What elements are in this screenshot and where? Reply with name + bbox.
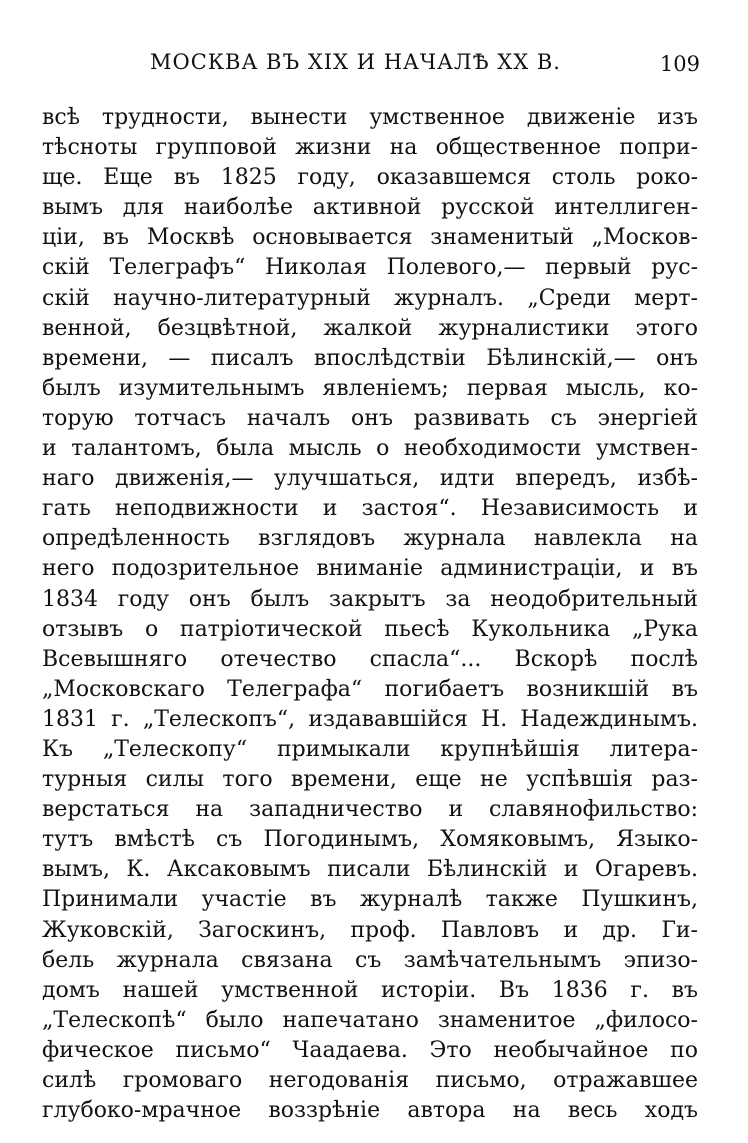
text-line: вымъ, К. Аксаковымъ писали Бѣлинскій и Огаревъ.	[42, 857, 698, 883]
text-line: и талантомъ, была мысль о необходимости умствен-	[42, 436, 698, 462]
text-line: опредѣленность взглядовъ журнала навлекла на	[42, 526, 698, 552]
text-line: Принимали участіе въ журналѣ также Пушкинъ,	[42, 887, 698, 913]
text-line: Къ „Телескопу“ примыкали крупнѣйшія литера-	[42, 736, 698, 762]
text-line: бель журнала связана съ замѣчательнымъ эпизо-	[42, 947, 698, 973]
text-line: тутъ вмѣстѣ съ Погодинымъ, Хомяковымъ, Языко-	[42, 827, 698, 853]
text-line: скій Телеграфъ“ Николая Полевого,— первый рус-	[42, 255, 698, 281]
text-line: вымъ для наиболѣе активной русской интеллиген-	[42, 195, 698, 221]
text-line: 1834 году онъ былъ закрытъ за неодобрительный	[42, 586, 698, 612]
text-line: Жуковскій, Загоскинъ, проф. Павловъ и др. Ги-	[42, 917, 698, 943]
text-line: фическое письмо“ Чаадаева. Это необычайное по	[42, 1037, 698, 1063]
text-line: ціи, въ Москвѣ основывается знаменитый „Москов-	[42, 225, 698, 251]
text-line: него подозрительное вниманіе администраціи, и въ	[42, 556, 698, 582]
text-line: наго движенія,— улучшаться, идти впередъ, избѣ-	[42, 466, 698, 492]
text-line: былъ изумительнымъ явленіемъ; первая мысль, ко-	[42, 375, 698, 401]
text-line: „Московскаго Телеграфа“ погибаетъ возникшій въ	[42, 676, 698, 702]
text-line: времени, — писалъ впослѣдствіи Бѣлинскій,— онъ	[42, 345, 698, 371]
text-line: Всевышняго отечество спасла“... Вскорѣ послѣ	[42, 646, 698, 672]
text-line: верстаться на западничество и славянофильство:	[42, 797, 698, 823]
text-line: турныя силы того времени, еще не успѣвшія раз-	[42, 767, 698, 793]
text-line: ще. Еще въ 1825 году, оказавшемся столь роко-	[42, 165, 698, 191]
text-line: торую тотчасъ началъ онъ развивать съ энергіей	[42, 405, 698, 431]
text-line: отзывъ о патріотической пьесѣ Кукольника „Рука	[42, 616, 698, 642]
body-text	[42, 103, 698, 1126]
text-line: тѣсноты групповой жизни на общественное попри-	[42, 135, 698, 161]
text-line: всѣ трудности, вынести умственное движеніе изъ	[42, 105, 698, 130]
text-line: венной, безцвѣтной, жалкой журналистики этого	[42, 315, 698, 341]
running-head: МОСКВА ВЪ XIX И НАЧАЛѢ XX В.	[150, 50, 561, 74]
text-line: гать неподвижности и застоя“. Независимость и	[42, 496, 698, 522]
text-line: силѣ громоваго негодованія письмо, отражавшее	[42, 1068, 698, 1093]
text-line: „Телескопѣ“ было напечатано знаменитое „филосо-	[42, 1007, 698, 1033]
text-line: 1831 г. „Телескопъ“, издававшійся Н. Надеждинымъ.	[42, 706, 698, 732]
text-line: глубоко-мрачное воззрѣніе автора на весь ходъ	[42, 1098, 698, 1124]
text-line: домъ нашей умственной исторіи. Въ 1836 г. въ	[42, 977, 698, 1003]
page-number: 109	[659, 52, 700, 76]
text-line: скій научно-литературный журналъ. „Среди мерт-	[42, 285, 698, 311]
